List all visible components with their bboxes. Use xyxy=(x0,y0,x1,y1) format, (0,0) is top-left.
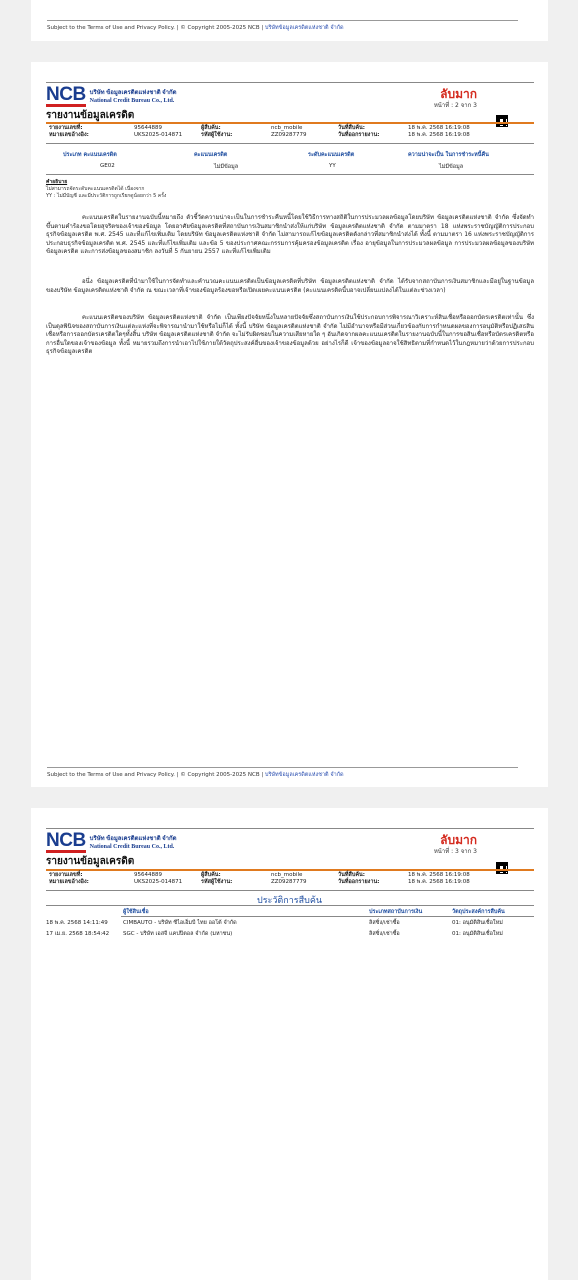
company-name-th: บริษัท ข้อมูลเครดิตแห่งชาติ จำกัด xyxy=(89,835,177,842)
score-divider xyxy=(46,174,534,175)
report-info: รายงานเลขที่: 95644889 ผู้สืบค้น: ncb_mobile วันที่สืบค้น: 18 พ.ค. 2568 16:19:08 หมายเลขอ้างอิง: UKS2025-014871 รหัสผู้ใช้งาน: ZZ09287779 วันที่ออกรายงาน: 18 พ.ค. 2568 16:19:08 xyxy=(49,872,470,885)
inquiry-header-type: ประเภทสถาบันการเงิน xyxy=(369,909,423,915)
header-orange-line xyxy=(46,122,534,124)
ncb-logo-mark: NCB xyxy=(46,830,86,851)
score-notes: คำอธิบาย ไม่สามารถจัดระดับคะแนนเครดิตได้ เนื่องจาก YY : ไม่มีบัญชี และมีประวัติการถูกเรียกดูน้อยกว่า 5 ครั้ง xyxy=(46,179,167,199)
report-page-3 xyxy=(31,808,548,1280)
page-number: หน้าที่ : 3 จาก 3 xyxy=(433,848,477,855)
header-orange-line xyxy=(46,869,534,871)
header-top-line xyxy=(46,82,534,83)
confidential-label: ลับมาก xyxy=(440,87,477,101)
page-footer: Subject to the Terms of Use and Privacy Policy. | © Copyright 2005-2025 NCB | บริษัทข้อมูลเครดิตแห่งชาติ จำกัด xyxy=(47,767,518,779)
ncb-logo-mark: NCB xyxy=(46,84,86,105)
report-title: รายงานข้อมูลเครดิต xyxy=(46,856,135,867)
report-page-2 xyxy=(31,62,548,787)
report-title: รายงานข้อมูลเครดิต xyxy=(46,110,135,121)
company-link[interactable]: บริษัทข้อมูลเครดิตแห่งชาติ จำกัด xyxy=(264,25,344,31)
inquiry-header-purpose: วัตถุประสงค์การสืบค้น xyxy=(452,909,505,915)
confidential-label: ลับมาก xyxy=(440,833,477,847)
company-name-th: บริษัท ข้อมูลเครดิตแห่งชาติ จำกัด xyxy=(89,89,177,96)
page-footer: Subject to the Terms of Use and Privacy Policy. | © Copyright 2005-2025 NCB | บริษัทข้อมูลเครดิตแห่งชาติ จำกัด xyxy=(47,20,518,32)
table-header-line xyxy=(121,916,534,917)
info-divider xyxy=(46,890,534,891)
ncb-logo xyxy=(46,86,177,107)
paragraph-3: คะแนนเครดิตของบริษัท ข้อมูลเครดิตแห่งชาติ จำกัด เป็นเพียงปัจจัยหนึ่งในหลายปัจจัยซึ่งสถาบันการเงินใช้ประกอบการพิจารณาวิเคราะห์สินเชื่อหรือออกบัตรเครดิตเท่านั้น ซึ่งเป็นดุลพินิจของสถาบันการเงินแต่ละแห่งที่จะพิจารณานำมาใช้หรือไม่ก็ได้ ทั้งนี้ บริษัท ข้อมูลเครดิตแห่งชาติ จำกัด ไม่มีอำนาจหรือมีส่วนเกี่ยวข้องกับการกำหนดผลของการอนุมัติหรือปฏิเสธสินเชื่อหรือการออกบัตรเครดิตใดๆทั้งสิ้น บริษัท ข้อมูลเครดิตแห่งชาติ จำกัด จะไม่รับผิดชอบในความเสียหายใด ๆ อันเกิดจากผลคะแนนเครดิตในรายงานฉบับนี้ในการขอสินเชื่อหรือบัตรเครดิตหรือการอื่นใดของเจ้าของข้อมูล ทั้งนี้ หมายรวมถึงการนำเอาไปใช้ภายใต้วัตถุประสงค์อื่นของเจ้าของข้อมูลด้วย อย่างไรก็ดี เจ้าของข้อมูลอาจใช้สิทธิตามที่กำหนดไว้ในกฎหมายว่าด้วยการประกอบธุรกิจข้อมูลเครดิต xyxy=(46,314,534,356)
section-divider xyxy=(46,905,534,906)
ncb-logo xyxy=(46,832,177,853)
inquiry-header-member: ผู้ใช้สินเชื่อ xyxy=(123,909,149,915)
company-link[interactable]: บริษัทข้อมูลเครดิตแห่งชาติ จำกัด xyxy=(264,772,344,778)
company-name-en: National Credit Bureau Co., Ltd. xyxy=(89,843,175,850)
info-divider xyxy=(46,143,534,144)
credit-score-table: ประเภท คะแนนเครดิต คะแนนเครดิต ระดับคะแนนเครดิต ความน่าจะเป็น ในการชำระหนี้คืน GE02 ไม่มีข้อมูล YY ไม่มีข้อมูล xyxy=(63,152,489,170)
company-name-en: National Credit Bureau Co., Ltd. xyxy=(89,97,175,104)
table-row: 17 เม.ย. 2568 18:54:42 SGC - บริษัท เอสจี แคปปิตอล จำกัด (มหาชน) ลิสซิ่ง/เช่าซื้อ 01: อนุมัติสินเชื่อใหม่ xyxy=(46,931,503,937)
report-info: รายงานเลขที่: 95644889 ผู้สืบค้น: ncb_mobile วันที่สืบค้น: 18 พ.ค. 2568 16:19:08 หมายเลขอ้างอิง: UKS2025-014871 รหัสผู้ใช้งาน: ZZ09287779 วันที่ออกรายงาน: 18 พ.ค. 2568 16:19:08 xyxy=(49,125,470,138)
report-page-1 xyxy=(31,0,548,41)
paragraph-1: คะแนนเครดิตในรายงานฉบับนี้หมายถึง ตัวชี้วัดความน่าจะเป็นในการชำระคืนหนี้โดยใช้วิธีการทางสถิติในการประมวลผลข้อมูลโดยบริษัท ข้อมูลเครดิตแห่งชาติ จำกัด ซึ่งจัดทำขึ้นตามคำร้องขอโดยสุจริตของเจ้าของข้อมูล โดยอาศัยข้อมูลเครดิตที่สถาบันการเงินสมาชิกนำส่งให้แก่บริษัท ข้อมูลเครดิตแห่งชาติ จำกัด ตามมาตรา 18 แห่งพระราชบัญญัติการประกอบธุรกิจข้อมูลเครดิต พ.ศ. 2545 และที่แก้ไขเพิ่มเติม โดยบริษัท ข้อมูลเครดิตแห่งชาติ จำกัด ไม่สามารถแก้ไขข้อมูลเครดิตดังกล่าวที่สมาชิกนำส่งได้ ทั้งนี้ ตามมาตรา 16 แห่งพระราชบัญญัติการประกอบธุรกิจข้อมูลเครดิต พ.ศ. 2545 และที่แก้ไขเพิ่มเติม และข้อ 5 ของประกาศคณะกรรมการคุ้มครองข้อมูลเครดิต เรื่อง อายุข้อมูลในการประมวลผลข้อมูล การประมวลผลข้อมูลของบริษัทข้อมูลเครดิต และการส่งข้อมูลของสมาชิก ลงวันที่ 5 กันยายน 2557 และที่แก้ไขเพิ่มเติม xyxy=(46,214,534,256)
paragraph-2: อนึ่ง ข้อมูลเครดิตที่นำมาใช้ในการจัดทำและคำนวณคะแนนเครดิตเป็นข้อมูลเครดิตที่บริษัท ข้อมูลเครดิตแห่งชาติ จำกัด ได้รับจากสถาบันการเงินสมาชิกและมีอยู่ในฐานข้อมูลของบริษัท ข้อมูลเครดิตแห่งชาติ จำกัด ณ ขณะเวลาที่เจ้าของข้อมูลร้องขอหรือเปิดเผยคะแนนเครดิต (คะแนนเครดิตนี้บอาจเปลี่ยนแปลงได้ในแต่ละช่วงเวลา) xyxy=(46,278,534,294)
table-row: 18 พ.ค. 2568 14:11:49 CIMBAUTO - บริษัท ซีไอเอ็มบี ไทย ออโต้ จำกัด ลิสซิ่ง/เช่าซื้อ 01: อนุมัติสินเชื่อใหม่ xyxy=(46,920,503,926)
header-top-line xyxy=(46,828,534,829)
inquiry-section-title: ประวัติการสืบค้น xyxy=(257,896,322,906)
page-number: หน้าที่ : 2 จาก 3 xyxy=(433,102,477,109)
